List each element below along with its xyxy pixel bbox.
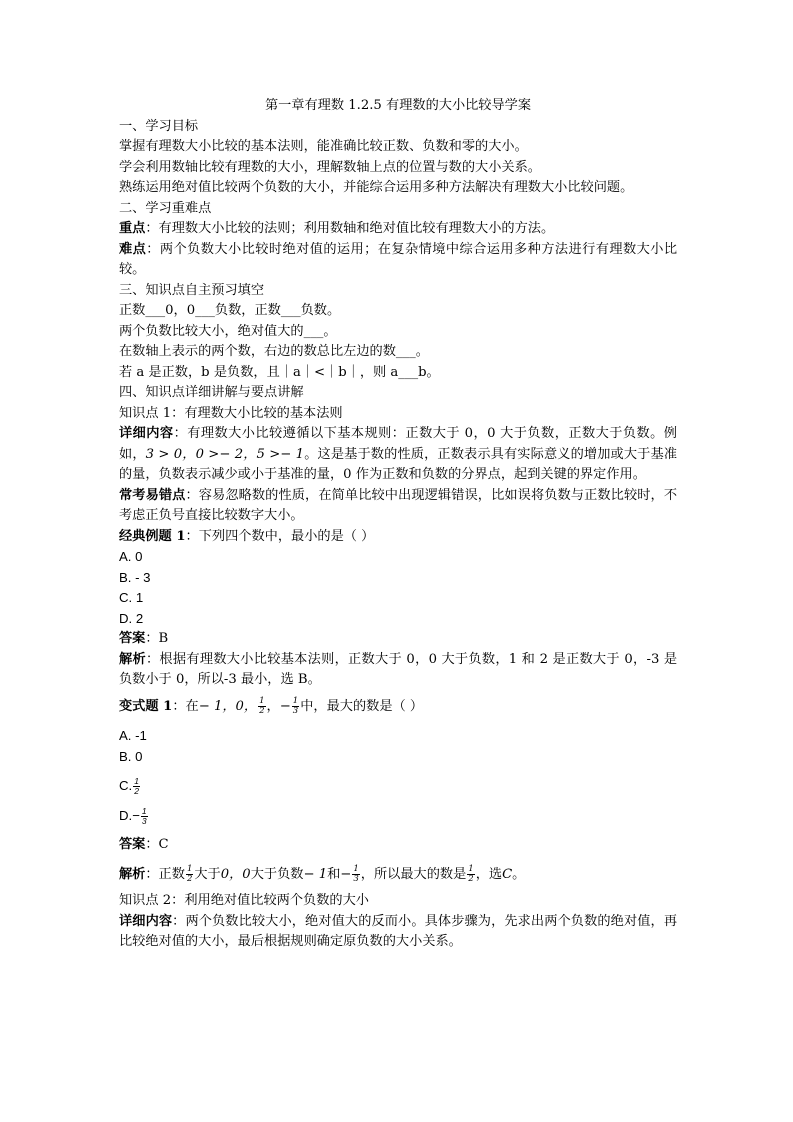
- difficulty-label: 难点: [119, 241, 147, 257]
- fraction-numerator: 1: [353, 863, 359, 874]
- example-1-question: [119, 527, 677, 548]
- example-1-option-d: D. 2: [119, 610, 144, 626]
- answer-label: 答案: [119, 837, 146, 852]
- section-heading-preview: 三、知识点自主预习填空: [119, 282, 265, 298]
- analysis-part: 大于: [194, 866, 221, 882]
- fill-blank-item: 在数轴上表示的两个数，右边的数总比左边的数___。: [119, 344, 429, 359]
- detail-label: 详细内容: [119, 426, 174, 441]
- fraction-denominator: 2: [134, 786, 139, 797]
- variant-1-text-b: 中，最大的数是（ ）: [300, 698, 424, 714]
- mistake-label: 常考易错点: [119, 487, 186, 503]
- variant-1-label: 变式题 1: [119, 698, 173, 714]
- analysis-part: 和: [327, 866, 341, 882]
- analysis-part: 。: [512, 866, 526, 882]
- option-c-label: C.: [119, 778, 133, 793]
- variant-1-sep: ，: [266, 698, 280, 714]
- analysis-label: 解析: [119, 651, 146, 667]
- detail-label: 详细内容: [119, 913, 173, 929]
- knowledge-point-1-title: 知识点 1：有理数大小比较的基本法则: [119, 405, 343, 421]
- knowledge-point-1-detail: [119, 424, 677, 486]
- analysis-part: ，选: [475, 866, 503, 882]
- fraction-denominator: 3: [353, 873, 359, 884]
- fill-blank-item: 正数___0，0___负数，正数___负数。: [119, 303, 341, 318]
- fraction-half: [258, 697, 265, 716]
- goal-item: 学会利用数轴比较有理数的大小，理解数轴上点的位置与数的大小关系。: [119, 159, 541, 175]
- answer-text: ：B: [145, 631, 169, 646]
- analysis-part: ，所以最大的数是: [360, 866, 467, 882]
- fraction-denominator: 3: [292, 705, 299, 716]
- analysis-math: −: [340, 866, 352, 882]
- analysis-math: C: [502, 866, 513, 882]
- section-heading-explanation: 四、知识点详细讲解与要点讲解: [119, 385, 304, 400]
- example-1-option-c: C. 1: [119, 590, 144, 605]
- example-1-option-b: B. - 3: [119, 569, 151, 585]
- mistake-text: ：容易忽略数的性质，在简单比较中出现逻辑错误，比如误将负数与正数比较时，不考虑正负号直接比较数字大小。: [119, 487, 678, 523]
- goal-item: 掌握有理数大小比较的基本法则，能准确比较正数、负数和零的大小。: [119, 139, 528, 154]
- analysis-part: ：正数: [145, 866, 185, 882]
- example-1-answer: [119, 629, 677, 650]
- variant-1-nums: − 1，0，: [198, 698, 258, 714]
- detail-text-a: ：有理数大小比较遵循以下基本规则：正数大于 0，0 大于负数，正数大于负数。例如，: [119, 426, 677, 462]
- fraction-third: [141, 807, 148, 826]
- knowledge-point-1-mistake: [119, 486, 677, 527]
- detail-text: ：两个负数比较大小，绝对值大的反而小。具体步骤为，先求出两个负数的绝对值，再比较绝对值的大小，最后根据规则确定原负数的大小关系。: [119, 913, 678, 949]
- knowledge-point-2-detail: [119, 912, 677, 953]
- section-heading-goals: 一、学习目标: [119, 118, 199, 134]
- fraction-denominator: 2: [186, 873, 193, 884]
- detail-math: 3 > 0，0 >− 2，5 >− 1: [145, 446, 305, 462]
- fraction-numerator: 1: [141, 805, 147, 816]
- fill-blank-item: 两个负数比较大小，绝对值大的___。: [119, 323, 337, 339]
- example-1-analysis: [119, 650, 677, 691]
- fraction-numerator: 1: [292, 695, 299, 706]
- analysis-text: ：根据有理数大小比较基本法则，正数大于 0，0 大于负数，1 和 2 是正数大于 0，-3 是负数小于 0，所以-3 最小，选 B。: [119, 651, 678, 687]
- example-1-label: 经典例题 1: [119, 528, 186, 544]
- fraction-numerator: 1: [259, 695, 265, 706]
- fraction-denominator: 3: [141, 815, 147, 826]
- example-1-text: ：下列四个数中，最小的是（ ）: [185, 528, 375, 544]
- detail-text-b: 。这是基于数的性质，正数表示具有实际意义的增加或大于基准的量，负数表示减少或小于基准的量，0 作为正数和负数的分界点，起到关键的界定作用。: [119, 446, 678, 482]
- fill-blank-item: 若 a 是正数，b 是负数，且｜a｜<｜b｜，则 a___b。: [119, 364, 440, 380]
- variant-1-option-b: B. 0: [119, 748, 143, 764]
- difficulty-text: ：两个负数大小比较时绝对值的运用；在复杂情境中综合运用多种方法进行有理数大小比较。: [119, 241, 678, 277]
- document-body: [119, 96, 677, 953]
- fraction-numerator: 1: [186, 863, 193, 874]
- fraction-numerator: 1: [468, 863, 474, 874]
- goal-item: 熟练运用绝对值比较两个负数的大小，并能综合运用多种方法解决有理数大小比较问题。: [119, 180, 634, 195]
- analysis-part: 大于负数: [250, 866, 304, 882]
- fraction-denominator: 2: [259, 705, 265, 716]
- analysis-math: 0，0: [220, 866, 251, 882]
- section-heading-key-points: 二、学习重难点: [119, 200, 212, 216]
- variant-1-option-a: A. -1: [119, 728, 147, 743]
- page-title: 第一章有理数 1.2.5 有理数的大小比较导学案: [264, 98, 532, 113]
- fraction-half: [133, 777, 140, 796]
- knowledge-point-2-title: 知识点 2：利用绝对值比较两个负数的大小: [119, 893, 369, 908]
- variant-1-option-c: [119, 776, 677, 797]
- fraction-half: [467, 865, 474, 884]
- variant-1-text-a: ：在: [172, 698, 199, 714]
- analysis-math: − 1: [303, 866, 328, 882]
- key-text: ：有理数大小比较的法则；利用数轴和绝对值比较有理数大小的方法。: [145, 221, 555, 236]
- example-1-option-a: A. 0: [119, 549, 143, 564]
- key-point-paragraph: [119, 219, 677, 240]
- fraction-third: [352, 865, 359, 884]
- fraction-third: [292, 697, 299, 716]
- option-d-label: D.−: [119, 807, 140, 823]
- fraction-half: [186, 865, 193, 884]
- analysis-label: 解析: [119, 866, 146, 882]
- difficulty-paragraph: [119, 240, 677, 281]
- answer-label: 答案: [119, 631, 146, 646]
- variant-1-option-d: [119, 806, 677, 827]
- variant-1-neg: −: [279, 698, 291, 714]
- answer-text: ：C: [145, 837, 169, 852]
- variant-1-answer: [119, 835, 677, 856]
- variant-1-question: [119, 697, 677, 718]
- key-label: 重点: [119, 221, 146, 236]
- variant-1-analysis: [119, 865, 677, 886]
- fraction-denominator: 2: [468, 873, 474, 884]
- fraction-numerator: 1: [134, 776, 139, 787]
